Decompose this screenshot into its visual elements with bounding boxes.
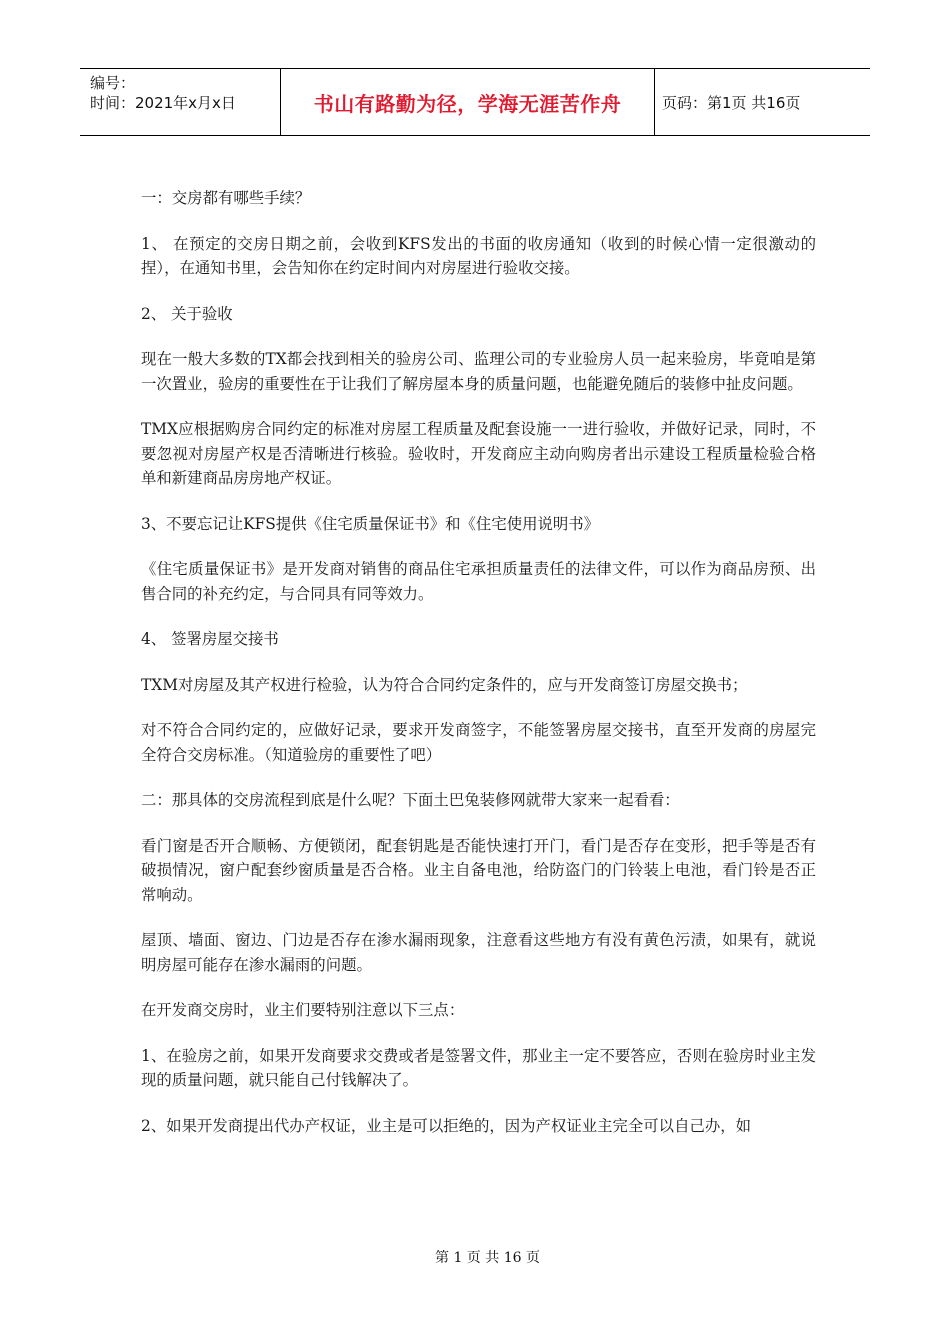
paragraph: 看门窗是否开合顺畅、方便锁闭，配套钥匙是否能快速打开门，看门是否存在变形，把手等是否有破损情况，窗户配套纱窗质量是否合格。业主自备电池，给防盗门的门铃装上电池，看门铃是否正常响动。 — [141, 836, 816, 904]
paragraph: TMX应根据购房合同约定的标准对房屋工程质量及配套设施一一进行验收，并做好记录，同时，不要忽视对房屋产权是否清晰进行核验。验收时，开发商应主动向购房者出示建设工程质量检验合格单和新建商品房房地产权证。 — [141, 420, 816, 487]
paragraph: TXM对房屋及其产权进行检验，认为符合合同约定条件的，应与开发商签订房屋交换书； — [141, 675, 748, 694]
paragraph: 1、在验房之前，如果开发商要求交费或者是签署文件，那业主一定不要答应，否则在验房时业主发现的质量问题，就只能自己付钱解决了。 — [141, 1046, 816, 1089]
paragraph: 在开发商交房时，业主们要特别注意以下三点： — [141, 1001, 465, 1019]
page-footer: 第 1 页 共 16 页 — [435, 1250, 540, 1266]
header-motto: 书山有路勤为径，学海无涯苦作舟 — [313, 91, 622, 116]
header-page-info: 页码：第1页 共16页 — [662, 93, 801, 112]
paragraph: 现在一般大多数的TX都会找到相关的验房公司、监理公司的专业验房人员一起来验房，毕竟咱是第一次置业，验房的重要性在于让我们了解房屋本身的质量问题，也能避免随后的装修中扯皮问题。 — [141, 350, 816, 393]
document-number-label: 编号： — [90, 74, 136, 92]
paragraph: 2、 关于验收 — [141, 304, 233, 323]
document-body — [141, 186, 816, 1159]
header-meta-cell — [80, 69, 281, 135]
paragraph: 1、 在预定的交房日期之前，会收到KFS发出的书面的收房通知（收到的时候心情一定很激动的捏），在通知书里，会告知你在约定时间内对房屋进行验收交接。 — [141, 234, 816, 277]
document-header — [80, 68, 870, 136]
section-heading-1: 一：交房都有哪些手续？ — [141, 189, 311, 207]
paragraph: 2、如果开发商提出代办产权证，业主是可以拒绝的，因为产权证业主完全可以自己办，如 — [141, 1116, 752, 1135]
document-date: 时间：2021年x月x日 — [90, 94, 236, 112]
header-page-cell — [655, 69, 870, 135]
paragraph: 《住宅质量保证书》是开发商对销售的商品住宅承担质量责任的法律文件，可以作为商品房预、出售合同的补充约定，与合同具有同等效力。 — [141, 560, 816, 603]
paragraph: 屋顶、墙面、窗边、门边是否存在渗水漏雨现象，注意看这些地方有没有黄色污渍，如果有，就说明房屋可能存在渗水漏雨的问题。 — [141, 931, 816, 974]
paragraph: 4、 签署房屋交接书 — [141, 630, 279, 648]
paragraph: 3、不要忘记让KFS提供《住宅质量保证书》和《住宅使用说明书》 — [141, 514, 600, 533]
section-heading-2: 二：那具体的交房流程到底是什么呢？下面土巴兔装修网就带大家来一起看看： — [141, 791, 680, 809]
paragraph: 对不符合合同约定的，应做好记录，要求开发商签字，不能签署房屋交接书，直至开发商的房屋完全符合交房标准。（知道验房的重要性了吧） — [141, 721, 816, 764]
header-motto-cell — [281, 69, 655, 135]
